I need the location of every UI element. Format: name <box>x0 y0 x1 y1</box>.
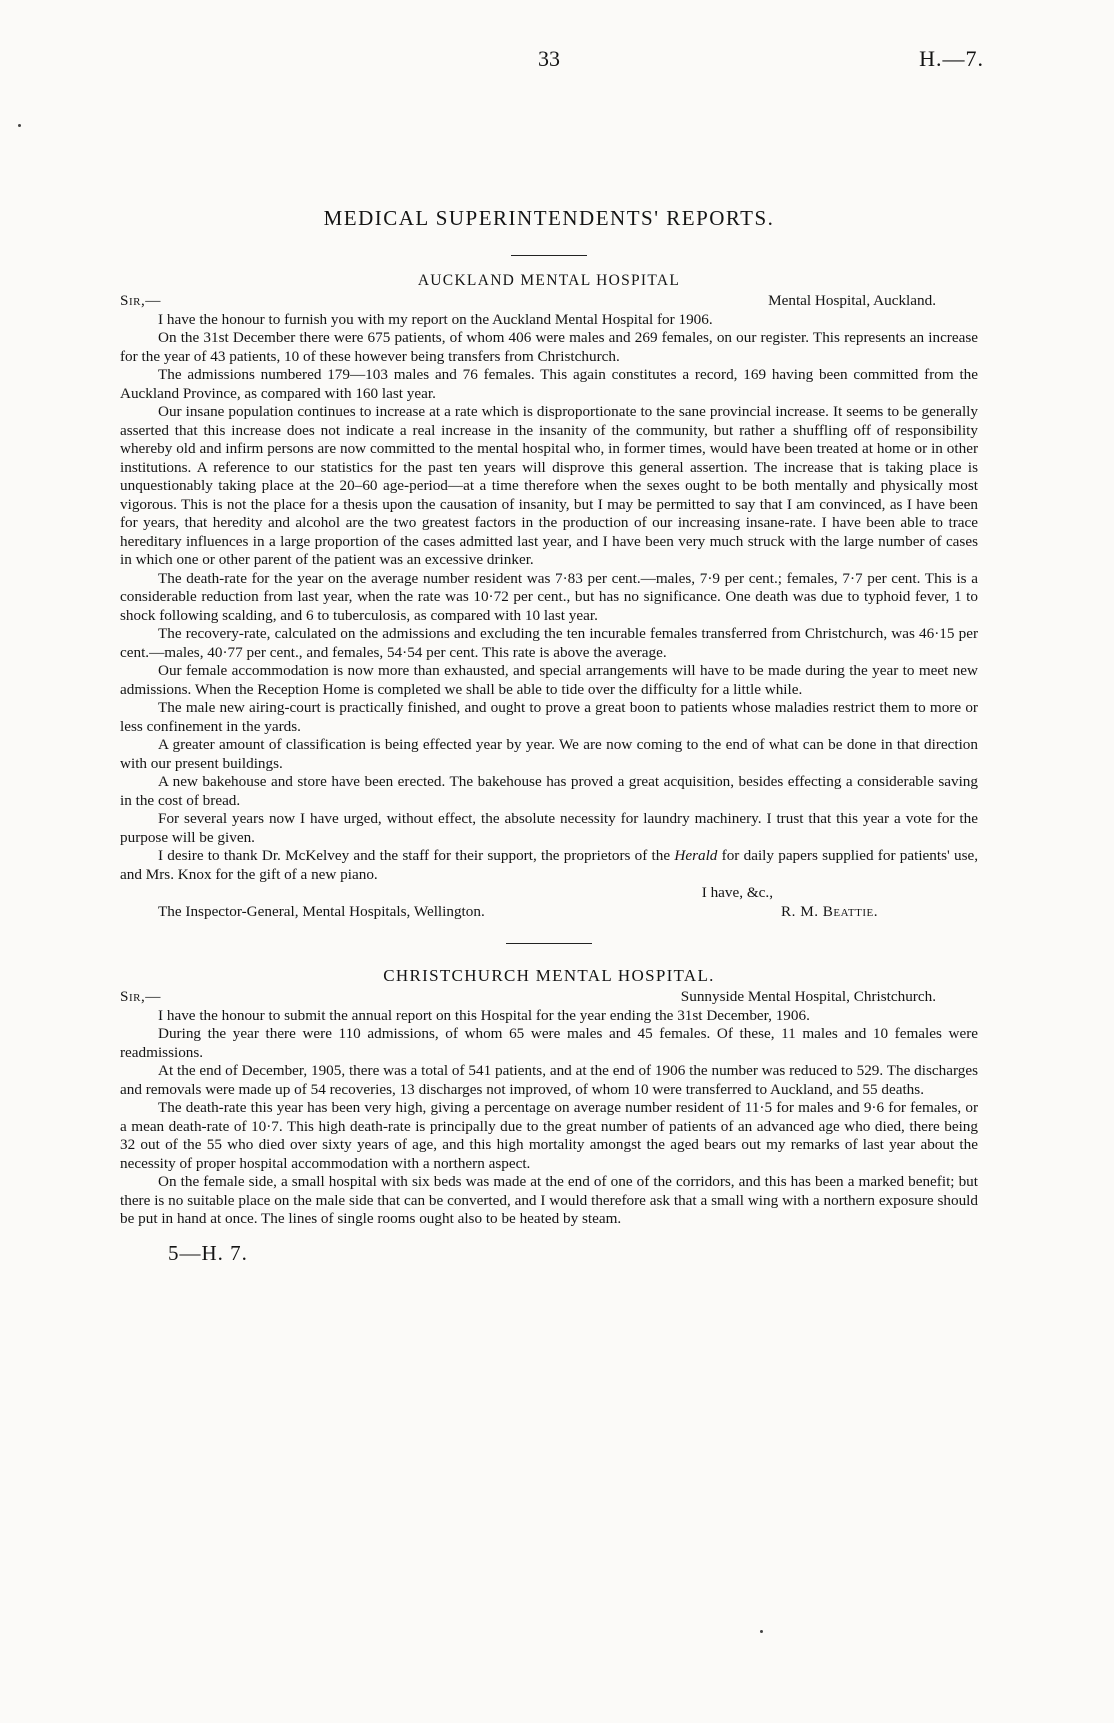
auckland-paragraph: I have the honour to furnish you with my report on the Auckland Mental Hospital for 1906. <box>158 310 713 328</box>
herald-title: Herald <box>674 847 718 864</box>
christchurch-salutation: Sir,— <box>120 988 161 1005</box>
auckland-paragraph: A new bakehouse and store have been erected. The bakehouse has proved a great acquisition, besides effecting a considerable saving in the cost of bread. <box>120 773 978 809</box>
christchurch-paragraph: I have the honour to submit the annual report on this Hospital for the year ending the 31st December, 1906. <box>158 1006 810 1024</box>
auckland-addressee: The Inspector-General, Mental Hospitals, Wellington. <box>158 902 485 920</box>
auckland-section-title: AUCKLAND MENTAL HOSPITAL <box>417 272 681 289</box>
christchurch-section-title: CHRISTCHURCH MENTAL HOSPITAL. <box>383 966 715 985</box>
page-number: 33 <box>538 46 560 71</box>
auckland-paragraph: The recovery-rate, calculated on the admissions and excluding the ten incurable females transferred from Christchurch, was 46·15 per cent.—males, 40·77 per cent., and females, 54·54 per cent. This rate is above the average. <box>120 625 978 661</box>
folio-signature: 5—H. 7. <box>168 1240 248 1265</box>
christchurch-paragraph: The death-rate this year has been very high, giving a percentage on average number resident of 11·5 for males and 9·6 for females, or a mean death-rate of 10·7. This high death-rate is principally due to the great number of patients of an advanced age who died, there being 32 out of the 55 who died over sixty years of age, and this high mortality amongst the aged bears out my remarks of last year about the necessity of proper hospital accommodation with a northern aspect. <box>120 1099 978 1172</box>
christchurch-address: Sunnyside Mental Hospital, Christchurch. <box>680 988 936 1005</box>
auckland-report <box>120 272 978 921</box>
scan-speck <box>18 124 21 127</box>
document-reference: H.—7. <box>919 46 984 71</box>
thanks-text-end: for daily papers supplied for patients' use, and Mrs. Knox for the gift of a new piano. <box>120 847 979 883</box>
christchurch-paragraph: During the year there were 110 admissions, of whom 65 were males and 45 females. Of these, 11 males and 10 females were readmissions. <box>120 1025 978 1061</box>
christchurch-paragraph: At the end of December, 1905, there was a total of 541 patients, and at the end of 1906 the number was reduced to 529. The discharges and removals were made up of 54 recoveries, 13 discharges not improved, of whom 10 were transferred to Auckland, and 55 deaths. <box>120 1062 978 1098</box>
auckland-thanks-paragraph <box>120 847 978 884</box>
auckland-paragraph: The male new airing-court is practically finished, and ought to prove a great boon to patients whose maladies restrict them to more or less confinement in the yards. <box>120 699 978 735</box>
thanks-text: I desire to thank Dr. McKelvey and the staff for their support, the proprietors of the <box>158 847 671 864</box>
auckland-address: Mental Hospital, Auckland. <box>768 292 936 309</box>
auckland-paragraph: The admissions numbered 179—103 males and 76 females. This again constitutes a record, 169 having been committed from the Auckland Province, as compared with 160 last year. <box>120 366 978 402</box>
christchurch-salutation-line <box>120 988 978 1007</box>
title-divider <box>511 255 587 256</box>
section-divider <box>506 943 592 944</box>
auckland-signature-line <box>120 903 978 922</box>
auckland-paragraph: Our insane population continues to increase at a rate which is disproportionate to the sane provincial increase. It seems to be generally asserted that this increase does not indicate a real increase in the insanity of the community, but rather a shuffling off of responsibility whereby old and infirm persons are now committed to the mental hospital who, in former times, would have been treated at home or in other institutions. A reference to our statistics for the past ten years will disprove this general assertion. The increase that is taking place is unquestionably taking place at the 20–60 age-period—at a time therefore when the sexes ought to be both mentally and physically most vigorous. This is not the place for a thesis upon the causation of insanity, but I may be permitted to say that I am convinced, as I have been for years, that heredity and alcohol are the two greatest factors in the production of our increasing insane-rate. I have been able to trace hereditary influences in a large proportion of the cases admitted last year, and I have been very much struck with the large number of cases in which one or other parent of the patient was an excessive drinker. <box>120 403 978 568</box>
scan-speck <box>760 1630 763 1633</box>
auckland-salutation: Sir,— <box>120 292 161 309</box>
auckland-paragraph: Our female accommodation is now more than exhausted, and special arrangements will have to be made during the year to meet new admissions. When the Reception Home is completed we shall be able to tide over the difficulty for a little while. <box>120 662 978 698</box>
auckland-salutation-line <box>120 292 978 311</box>
auckland-closing: I have, &c., <box>701 884 773 901</box>
christchurch-report <box>120 966 978 1229</box>
auckland-paragraph: The death-rate for the year on the average number resident was 7·83 per cent.—males, 7·9 per cent.; females, 7·7 per cent. This is a considerable reduction from last year, when the rate was 10·72 per cent., but has no significance. One death was due to typhoid fever, 1 to shock following scalding, and 6 to tuberculosis, as compared with 10 last year. <box>120 569 978 624</box>
main-title: MEDICAL SUPERINTENDENTS' REPORTS. <box>323 206 775 230</box>
page-header <box>120 40 984 74</box>
auckland-signatory: R. M. Beattie. <box>780 902 878 920</box>
document-page <box>120 40 984 1266</box>
auckland-paragraph: For several years now I have urged, without effect, the absolute necessity for laundry machinery. I trust that this year a vote for the purpose will be given. <box>120 810 978 846</box>
christchurch-paragraph: On the female side, a small hospital with six beds was made at the end of one of the corridors, and this has been a marked benefit; but there is no suitable place on the male side that can be converted, and I would therefore ask that a small wing with a northern exposure should be put in hand at once. The lines of single rooms ought also to be heated by steam. <box>120 1173 978 1227</box>
auckland-paragraph: A greater amount of classification is being effected year by year. We are now coming to the end of what can be done in that direction with our present buildings. <box>120 736 978 772</box>
auckland-paragraph: On the 31st December there were 675 patients, of whom 406 were males and 269 females, on our register. This represents an increase for the year of 43 patients, 10 of these however being transfers from Christchurch. <box>120 329 978 365</box>
